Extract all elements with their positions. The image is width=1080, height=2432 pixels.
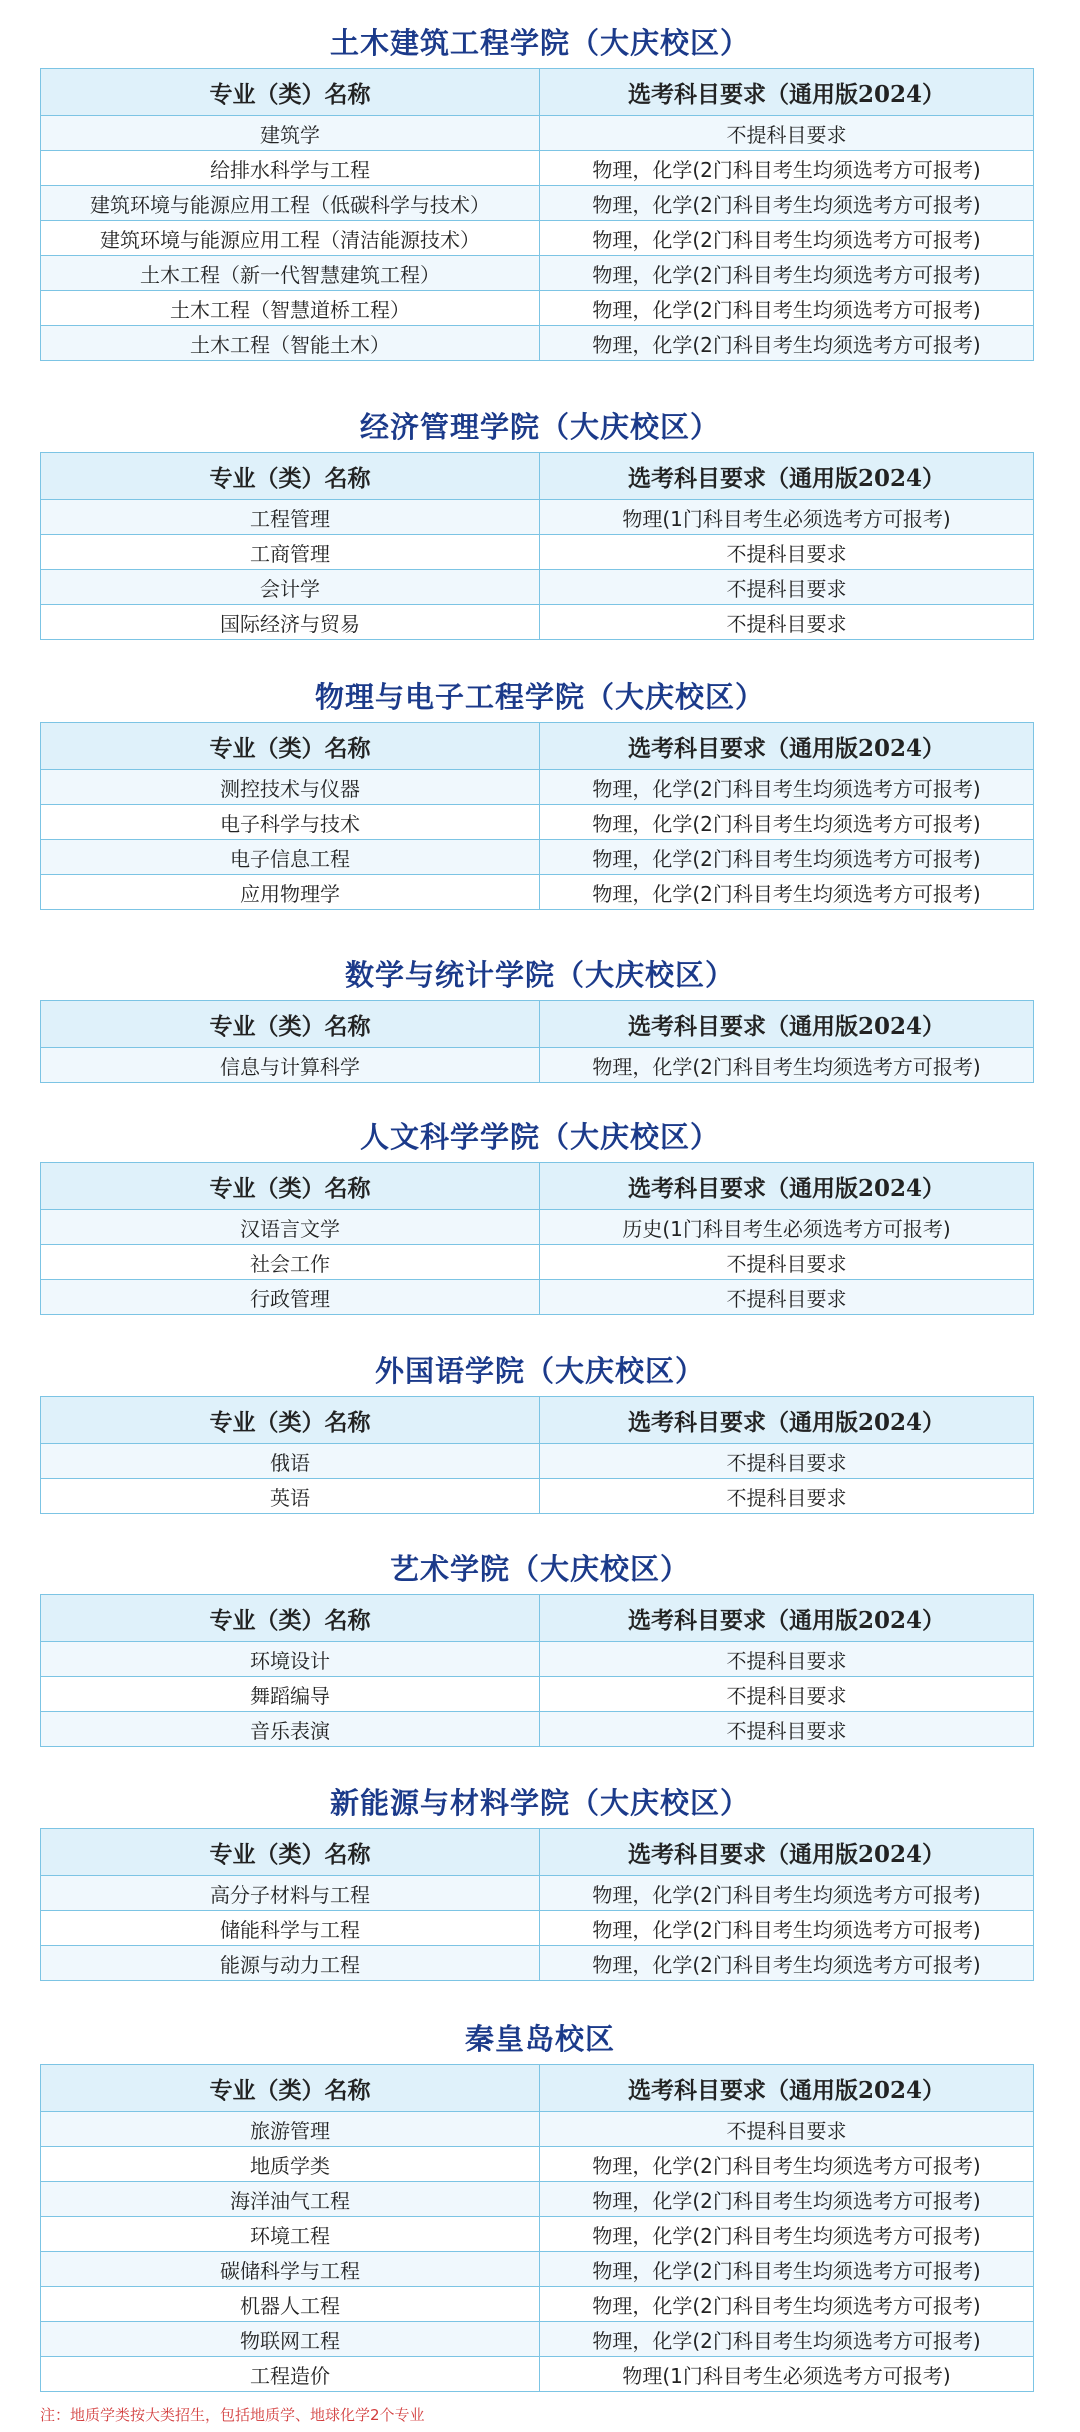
subject-requirement-cell: 物理，化学(2门科目考生均须选考方可报考): [540, 291, 1034, 326]
header-row: [41, 1829, 1034, 1876]
major-name-cell: 音乐表演: [41, 1712, 540, 1747]
subject-requirement-cell: 不提科目要求: [540, 116, 1034, 151]
table-row: [41, 770, 1034, 805]
subject-requirement-cell: 物理，化学(2门科目考生均须选考方可报考): [540, 1876, 1034, 1911]
header-row: [41, 69, 1034, 116]
table-row: [41, 2287, 1034, 2322]
table-row: [41, 1210, 1034, 1245]
section-title: 秦皇岛校区: [464, 2022, 615, 2056]
header-cell-name: 专业（类）名称: [41, 1397, 540, 1444]
header-cell-requirement: 选考科目要求（通用版2024）: [540, 1163, 1034, 1210]
major-name-cell: 工程管理: [41, 500, 540, 535]
major-name-cell: 英语: [41, 1479, 540, 1514]
header-cell-name: 专业（类）名称: [41, 1829, 540, 1876]
header-row: [41, 2065, 1034, 2112]
table-row: [41, 2357, 1034, 2392]
major-name-cell: 高分子材料与工程: [41, 1876, 540, 1911]
header-row: [41, 1397, 1034, 1444]
table-row: [41, 291, 1034, 326]
header-cell-requirement: 选考科目要求（通用版2024）: [540, 723, 1034, 770]
table-row: [41, 1876, 1034, 1911]
section-economics-management: [0, 402, 1080, 636]
major-name-cell: 土木工程（智慧道桥工程）: [41, 291, 540, 326]
table-row: [41, 2322, 1034, 2357]
subject-requirement-cell: 不提科目要求: [540, 1280, 1034, 1315]
table-row: [41, 1245, 1034, 1280]
header-cell-requirement: 选考科目要求（通用版2024）: [540, 1829, 1034, 1876]
header-cell-requirement: 选考科目要求（通用版2024）: [540, 453, 1034, 500]
section-title: 人文科学学院（大庆校区）: [359, 1120, 720, 1154]
subject-requirement-cell: 物理，化学(2门科目考生均须选考方可报考): [540, 2287, 1034, 2322]
table-row: [41, 840, 1034, 875]
subject-requirement-cell: 物理，化学(2门科目考生均须选考方可报考): [540, 2217, 1034, 2252]
requirements-table: [40, 1396, 1034, 1514]
subject-requirement-cell: 物理，化学(2门科目考生均须选考方可报考): [540, 186, 1034, 221]
major-name-cell: 环境工程: [41, 2217, 540, 2252]
subject-requirement-cell: 物理，化学(2门科目考生均须选考方可报考): [540, 2252, 1034, 2287]
subject-requirement-cell: 物理，化学(2门科目考生均须选考方可报考): [540, 1048, 1034, 1083]
requirements-table: [40, 1162, 1034, 1315]
subject-requirement-cell: 物理，化学(2门科目考生均须选考方可报考): [540, 2182, 1034, 2217]
table-row: [41, 570, 1034, 605]
header-cell-name: 专业（类）名称: [41, 69, 540, 116]
table-row: [41, 2252, 1034, 2287]
table-row: [41, 605, 1034, 640]
header-cell-requirement: 选考科目要求（通用版2024）: [540, 69, 1034, 116]
table-row: [41, 1444, 1034, 1479]
requirements-table: [40, 1828, 1034, 1981]
table-row: [41, 1911, 1034, 1946]
table-row: [41, 1479, 1034, 1514]
major-name-cell: 信息与计算科学: [41, 1048, 540, 1083]
major-name-cell: 碳储科学与工程: [41, 2252, 540, 2287]
subject-requirement-cell: 物理，化学(2门科目考生均须选考方可报考): [540, 1946, 1034, 1981]
subject-requirement-cell: 不提科目要求: [540, 1642, 1034, 1677]
major-name-cell: 建筑环境与能源应用工程（低碳科学与技术）: [41, 186, 540, 221]
section-math-statistics: [0, 950, 1080, 1079]
table-row: [41, 1946, 1034, 1981]
subject-requirement-cell: 不提科目要求: [540, 1479, 1034, 1514]
header-cell-name: 专业（类）名称: [41, 723, 540, 770]
major-name-cell: 国际经济与贸易: [41, 605, 540, 640]
major-name-cell: 海洋油气工程: [41, 2182, 540, 2217]
subject-requirement-cell: 物理，化学(2门科目考生均须选考方可报考): [540, 2322, 1034, 2357]
subject-requirement-cell: 物理，化学(2门科目考生均须选考方可报考): [540, 875, 1034, 910]
section-qinhuangdao: [0, 2014, 1080, 2388]
subject-requirement-cell: 不提科目要求: [540, 1712, 1034, 1747]
requirements-table: [40, 1594, 1034, 1747]
header-cell-requirement: 选考科目要求（通用版2024）: [540, 1397, 1034, 1444]
subject-requirement-cell: 物理，化学(2门科目考生均须选考方可报考): [540, 840, 1034, 875]
subject-requirement-cell: 不提科目要求: [540, 570, 1034, 605]
table-row: [41, 875, 1034, 910]
requirements-table: [40, 452, 1034, 640]
header-cell-name: 专业（类）名称: [41, 1595, 540, 1642]
table-row: [41, 116, 1034, 151]
table-row: [41, 805, 1034, 840]
major-name-cell: 汉语言文学: [41, 1210, 540, 1245]
major-name-cell: 俄语: [41, 1444, 540, 1479]
requirements-table: [40, 68, 1034, 361]
subject-requirement-cell: 物理，化学(2门科目考生均须选考方可报考): [540, 1911, 1034, 1946]
header-cell-requirement: 选考科目要求（通用版2024）: [540, 1595, 1034, 1642]
subject-requirement-cell: 物理，化学(2门科目考生均须选考方可报考): [540, 805, 1034, 840]
section-title: 土木建筑工程学院（大庆校区）: [329, 26, 750, 60]
section-title: 外国语学院（大庆校区）: [374, 1354, 705, 1388]
major-name-cell: 应用物理学: [41, 875, 540, 910]
major-name-cell: 土木工程（新一代智慧建筑工程）: [41, 256, 540, 291]
subject-requirement-cell: 历史(1门科目考生必须选考方可报考): [540, 1210, 1034, 1245]
header-cell-name: 专业（类）名称: [41, 453, 540, 500]
section-title: 数学与统计学院（大庆校区）: [344, 958, 735, 992]
major-name-cell: 社会工作: [41, 1245, 540, 1280]
section-physics-electronics: [0, 672, 1080, 906]
section-foreign-languages: [0, 1346, 1080, 1510]
header-cell-requirement: 选考科目要求（通用版2024）: [540, 2065, 1034, 2112]
header-row: [41, 1163, 1034, 1210]
header-row: [41, 1001, 1034, 1048]
table-row: [41, 326, 1034, 361]
table-row: [41, 2182, 1034, 2217]
subject-requirement-cell: 物理，化学(2门科目考生均须选考方可报考): [540, 256, 1034, 291]
header-cell-name: 专业（类）名称: [41, 2065, 540, 2112]
major-name-cell: 地质学类: [41, 2147, 540, 2182]
table-row: [41, 256, 1034, 291]
header-row: [41, 723, 1034, 770]
major-name-cell: 能源与动力工程: [41, 1946, 540, 1981]
subject-requirement-cell: 不提科目要求: [540, 535, 1034, 570]
header-cell-requirement: 选考科目要求（通用版2024）: [540, 1001, 1034, 1048]
table-row: [41, 2147, 1034, 2182]
section-new-energy-materials: [0, 1778, 1080, 1977]
subject-requirement-cell: 物理，化学(2门科目考生均须选考方可报考): [540, 221, 1034, 256]
section-title: 物理与电子工程学院（大庆校区）: [314, 680, 765, 714]
major-name-cell: 土木工程（智能土木）: [41, 326, 540, 361]
major-name-cell: 行政管理: [41, 1280, 540, 1315]
section-civil-engineering: [0, 18, 1080, 357]
table-row: [41, 1048, 1034, 1083]
header-row: [41, 1595, 1034, 1642]
table-row: [41, 221, 1034, 256]
header-cell-name: 专业（类）名称: [41, 1001, 540, 1048]
table-row: [41, 151, 1034, 186]
subject-requirement-cell: 不提科目要求: [540, 1677, 1034, 1712]
header-cell-name: 专业（类）名称: [41, 1163, 540, 1210]
subject-requirement-cell: 物理，化学(2门科目考生均须选考方可报考): [540, 326, 1034, 361]
major-name-cell: 会计学: [41, 570, 540, 605]
table-row: [41, 186, 1034, 221]
major-name-cell: 测控技术与仪器: [41, 770, 540, 805]
section-humanities: [0, 1112, 1080, 1311]
major-name-cell: 建筑学: [41, 116, 540, 151]
subject-requirement-cell: 物理，化学(2门科目考生均须选考方可报考): [540, 151, 1034, 186]
table-row: [41, 1712, 1034, 1747]
subject-requirement-cell: 物理(1门科目考生必须选考方可报考): [540, 2357, 1034, 2392]
major-name-cell: 环境设计: [41, 1642, 540, 1677]
major-name-cell: 电子科学与技术: [41, 805, 540, 840]
major-name-cell: 物联网工程: [41, 2322, 540, 2357]
subject-requirement-cell: 不提科目要求: [540, 605, 1034, 640]
table-row: [41, 1642, 1034, 1677]
section-arts: [0, 1544, 1080, 1743]
major-name-cell: 建筑环境与能源应用工程（清洁能源技术）: [41, 221, 540, 256]
major-name-cell: 舞蹈编导: [41, 1677, 540, 1712]
subject-requirement-cell: 不提科目要求: [540, 2112, 1034, 2147]
subject-requirement-cell: 不提科目要求: [540, 1444, 1034, 1479]
table-row: [41, 535, 1034, 570]
table-row: [41, 2112, 1034, 2147]
table-row: [41, 1280, 1034, 1315]
major-name-cell: 机器人工程: [41, 2287, 540, 2322]
subject-requirement-cell: 不提科目要求: [540, 1245, 1034, 1280]
requirements-table: [40, 722, 1034, 910]
header-row: [41, 453, 1034, 500]
subject-requirement-cell: 物理(1门科目考生必须选考方可报考): [540, 500, 1034, 535]
subject-requirement-cell: 物理，化学(2门科目考生均须选考方可报考): [540, 770, 1034, 805]
section-title: 新能源与材料学院（大庆校区）: [329, 1786, 750, 1820]
subject-requirement-cell: 物理，化学(2门科目考生均须选考方可报考): [540, 2147, 1034, 2182]
major-name-cell: 工商管理: [41, 535, 540, 570]
major-name-cell: 工程造价: [41, 2357, 540, 2392]
footnote: 注：地质学类按大类招生，包括地质学、地球化学2个专业: [40, 2406, 425, 2424]
section-title: 艺术学院（大庆校区）: [389, 1552, 690, 1586]
table-row: [41, 1677, 1034, 1712]
major-name-cell: 电子信息工程: [41, 840, 540, 875]
section-title: 经济管理学院（大庆校区）: [359, 410, 720, 444]
major-name-cell: 旅游管理: [41, 2112, 540, 2147]
major-name-cell: 储能科学与工程: [41, 1911, 540, 1946]
requirements-table: [40, 1000, 1034, 1083]
table-row: [41, 2217, 1034, 2252]
major-name-cell: 给排水科学与工程: [41, 151, 540, 186]
table-row: [41, 500, 1034, 535]
requirements-table: [40, 2064, 1034, 2392]
